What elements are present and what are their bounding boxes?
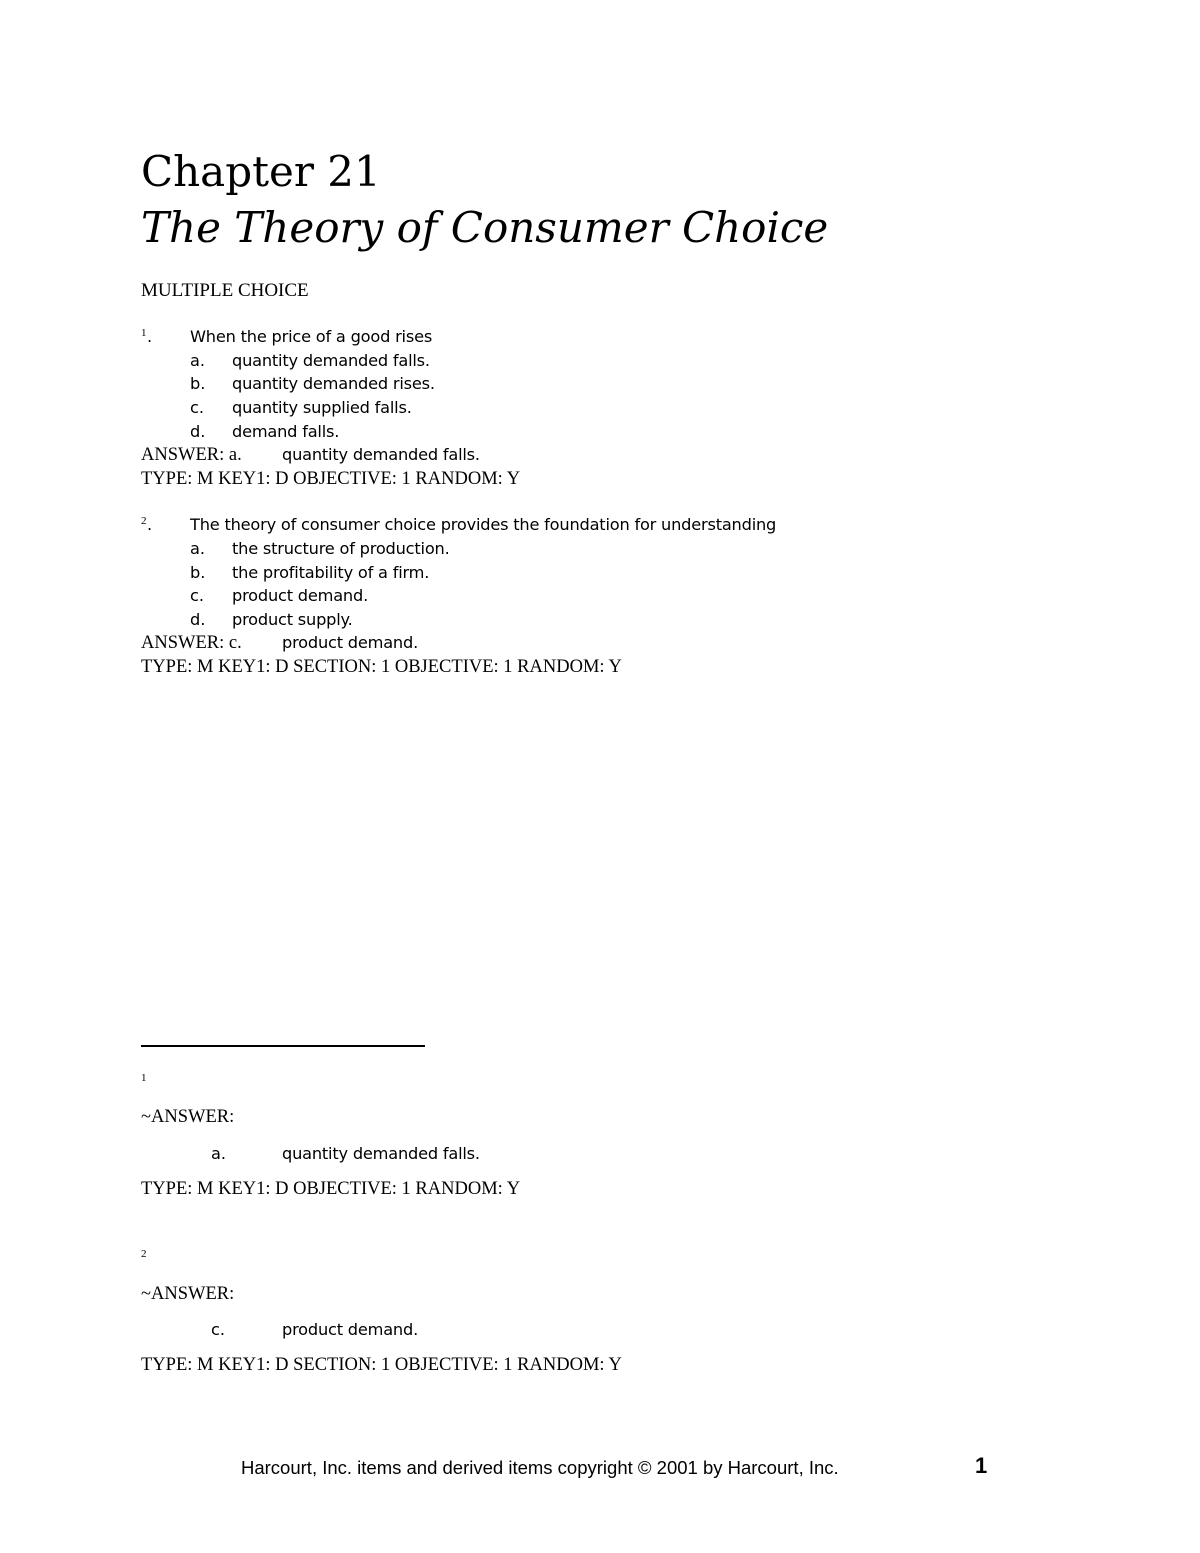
footnote-answer-heading: ~ANSWER:: [141, 1107, 235, 1127]
page-number: 1: [975, 1453, 988, 1478]
question-stem: When the price of a good rises: [190, 327, 433, 346]
option-letter: a.: [190, 351, 206, 370]
question-stem: The theory of consumer choice provides the foundation for understanding: [190, 515, 777, 534]
option-text: demand falls.: [232, 422, 340, 441]
footnote-answer-text: quantity demanded falls.: [282, 1144, 480, 1163]
option-letter: c.: [190, 586, 205, 605]
answer-text: quantity demanded falls.: [282, 445, 480, 464]
footnote-type-line: TYPE: M KEY1: D OBJECTIVE: 1 RANDOM: Y: [141, 1179, 521, 1199]
option-letter: d.: [190, 610, 206, 629]
footnote-answer-heading: ~ANSWER:: [141, 1284, 235, 1304]
footnote-type-line: TYPE: M KEY1: D SECTION: 1 OBJECTIVE: 1 RANDOM: Y: [141, 1355, 622, 1375]
option-letter: b.: [190, 374, 206, 393]
option-text: quantity supplied falls.: [232, 398, 412, 417]
question-footnote-marker: 1: [141, 327, 147, 339]
option-text: the structure of production.: [232, 539, 450, 558]
footnote-answer-letter: a.: [211, 1144, 227, 1163]
question-type-line: TYPE: M KEY1: D OBJECTIVE: 1 RANDOM: Y: [141, 469, 521, 489]
option-text: product demand.: [232, 586, 369, 605]
footer-copyright: Harcourt, Inc. items and derived items copyright © 2001 by Harcourt, Inc.: [241, 1457, 839, 1478]
answer-label: ANSWER: a.: [141, 445, 242, 465]
question-footnote-marker: 2: [141, 515, 147, 527]
question-type-line: TYPE: M KEY1: D SECTION: 1 OBJECTIVE: 1 RANDOM: Y: [141, 657, 622, 677]
footnote-marker: 2: [141, 1248, 147, 1260]
option-letter: d.: [190, 422, 206, 441]
footnote-separator: [141, 1045, 425, 1047]
option-letter: a.: [190, 539, 206, 558]
option-text: quantity demanded falls.: [232, 351, 430, 370]
footnote-answer-letter: c.: [211, 1320, 226, 1339]
section-heading: MULTIPLE CHOICE: [141, 280, 309, 301]
answer-label: ANSWER: c.: [141, 633, 242, 653]
footnote-marker: 1: [141, 1072, 147, 1084]
option-text: product supply.: [232, 610, 353, 629]
option-text: quantity demanded rises.: [232, 374, 435, 393]
footnote-answer-text: product demand.: [282, 1320, 419, 1339]
question-number-dot: .: [147, 515, 152, 534]
option-letter: c.: [190, 398, 205, 417]
chapter-title: The Theory of Consumer Choice: [141, 203, 829, 252]
answer-text: product demand.: [282, 633, 419, 652]
chapter-number: Chapter 21: [141, 147, 381, 196]
option-letter: b.: [190, 563, 206, 582]
question-number-dot: .: [147, 327, 152, 346]
option-text: the profitability of a firm.: [232, 563, 430, 582]
